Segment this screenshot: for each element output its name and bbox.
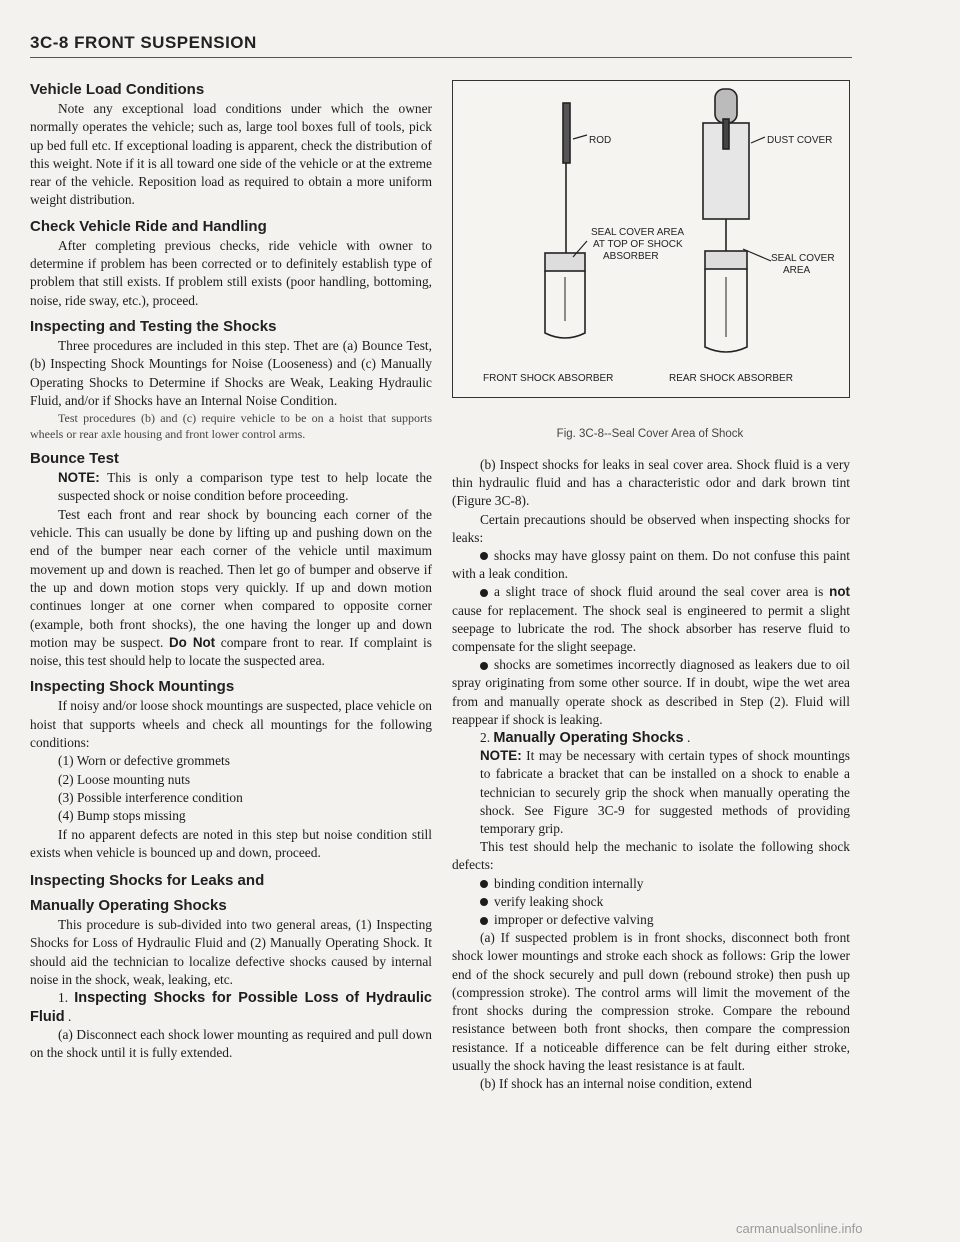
defect-item — [452, 893, 850, 911]
heading-inspecting-testing: Inspecting and Testing the Shocks — [30, 317, 277, 335]
step1-line — [30, 989, 432, 1026]
bounce-note — [30, 469, 432, 506]
heading-ride-handling: Check Vehicle Ride and Handling — [30, 217, 267, 235]
note-label: NOTE: — [58, 470, 100, 486]
do-not-label: Do Not — [168, 634, 216, 650]
bullet-trace-b: cause for replacement. The shock seal is engineered to permit a slight seepage to lubricate the rod. The shock absorber has reserve fluid to compensate for the slight seepage. — [452, 602, 850, 655]
step1-a: (a) Disconnect each shock lower mounting as required and pull down on the shock until it is fully extended. — [30, 1026, 432, 1061]
defect-text: binding condition internally — [494, 875, 644, 891]
bounce-body-a: Test each front and rear shock by bouncing each corner of the vehicle. This can usually be done by lifting up and pushing down on the end of the bumper near each corner of the vehicle until maximum movement up and down is reached. Then let go of bumper and observe if the up and down motion stops very quickly. If up and down motion continues longer at one corner when compared to opposite corner (example, both front shocks), the one having the longer up and down motion may be suspect. — [30, 506, 432, 650]
heading-leaks-1: Inspecting Shocks for Leaks and — [30, 872, 265, 890]
note-label: NOTE: — [480, 748, 522, 764]
heading-shock-mountings: Inspecting Shock Mountings — [30, 678, 235, 696]
mountings-after: If no apparent defects are noted in this step but noise condition still exists when vehicle is bounced up and down, proceed. — [30, 826, 432, 860]
front-shock-drawing — [545, 103, 585, 338]
step2-line — [452, 729, 850, 747]
mountings-item: (1) Worn or defective grommets — [58, 753, 230, 769]
bullet-icon — [480, 898, 488, 906]
not-label: not — [829, 584, 850, 600]
label-seal-cover-1: SEAL COVER — [771, 253, 835, 264]
label-rod: ROD — [589, 135, 612, 146]
defect-text: improper or defective valving — [494, 912, 654, 928]
defect-item — [452, 875, 850, 893]
step2-num: 2. — [480, 730, 491, 746]
bounce-body — [30, 506, 432, 671]
step2-title: Manually Operating Shocks — [493, 730, 684, 747]
bullet-glossy-text: shocks may have glossy paint on them. Do not confuse this paint with a leak condition. — [452, 548, 850, 582]
leaks-body: This procedure is sub-divided into two general areas, (1) Inspecting Shocks for Loss of Hydraulic Fluid and (2) Manually Operating Shock. It should aid the technician to localize defective shocks caused by internal noise in the shock, weak, leaking, etc. — [30, 917, 432, 987]
ride-body: After completing previous checks, ride vehicle with owner to determine if problem has been corrected or to definitely establish type of problem that still exists. If problem still exists (poor handling, bottoming, noise, ride sway, etc.), proceed. — [30, 237, 432, 308]
bullet-glossy — [452, 547, 850, 583]
bullet-icon — [480, 589, 488, 597]
mountings-body: If noisy and/or loose shock mountings are suspected, place vehicle on hoist that supports wheels and check all mountings for the following conditions: — [30, 698, 432, 751]
label-seal-cover-top-1: SEAL COVER AREA — [591, 227, 684, 238]
step2-end: . — [686, 730, 691, 746]
bullet-icon — [480, 662, 488, 670]
step1-title: Inspecting Shocks for Possible Loss of Hydraulic Fluid — [30, 990, 432, 1025]
mountings-item: (4) Bump stops missing — [58, 808, 186, 824]
mountings-item: (3) Possible interference condition — [58, 789, 243, 805]
label-rear-shock: REAR SHOCK ABSORBER — [669, 373, 793, 384]
bounce-body-b: compare front to rear. If complaint is noise, this test should help to locate the suspected area. — [30, 634, 432, 669]
heading-leaks-2: Manually Operating Shocks — [30, 897, 227, 915]
bullet-icon — [480, 917, 488, 925]
step1-num: 1. — [58, 990, 69, 1006]
step2-note-text: It may be necessary with certain types of shock mountings to fabricate a bracket that can be installed on a shock to enable a technician to securely grip the shock when manually operating the shock. See Figure 3C-9 for suggested methods of providing temporary grip. — [480, 748, 850, 837]
bounce-note-text: This is only a comparison type test to help locate the suspected shock or noise condition before proceeding. — [58, 470, 433, 504]
mountings-item: (2) Loose mounting nuts — [58, 771, 191, 787]
inspecting-small-note: Test procedures (b) and (c) require vehicle to be on a hoist that supports wheels or rear axle housing and front lower control arms. — [30, 411, 432, 442]
watermark: carmanualsonline.info — [736, 1221, 863, 1236]
heading-vehicle-load: Vehicle Load Conditions — [30, 81, 205, 98]
bullet-icon — [480, 880, 488, 888]
bullet-trace-a: a slight trace of shock fluid around the seal cover area is — [494, 584, 824, 600]
right-column — [452, 456, 850, 1093]
bullet-diagnosed-text: shocks are sometimes incorrectly diagnosed as leakers due to oil spray originating from some other source. If in doubt, wipe the wet area from and manually operate shock as described in Step (2). Fluid will reappear if shock is leaking. — [452, 657, 850, 727]
b-inspect: (b) Inspect shocks for leaks in seal cover area. Shock fluid is a very thin hydraulic fluid and has a characteristic odor and dark brown tint (Figure 3C-8). — [452, 457, 850, 509]
inspecting-body: Three procedures are included in this step. Thet are (a) Bounce Test, (b) Inspecting Shock Mountings for Noise (Looseness) and (c) Manually Operating Shocks to Determine if Shocks are Weak, Leaking Hydraulic Fluid, and/or if Shocks have an Internal Noise Condition. — [30, 337, 432, 408]
shock-figure — [452, 80, 850, 398]
bullet-trace — [452, 583, 850, 656]
figure-caption: Fig. 3C-8--Seal Cover Area of Shock — [556, 428, 744, 440]
bullet-diagnosed — [452, 656, 850, 729]
label-seal-cover-2: AREA — [783, 265, 811, 276]
bullet-icon — [480, 552, 488, 560]
defect-item — [452, 911, 850, 929]
a-front: (a) If suspected problem is in front shocks, disconnect both front shock lower mountings and stroke each shock as follows: Grip the lower end of the shock securely and pull down (rebound stroke) then push up (compression stroke). The control arms will limit the movement of the front shocks during the compression stroke. Compare the rebound resistance between both front shocks, then compare the compression resistance. If a noticeable difference can be felt during either stroke, usually the shock having the least resistance is at fault. — [452, 930, 850, 1073]
page-header: 3C-8 FRONT SUSPENSION — [30, 33, 257, 52]
label-dust-cover: DUST COVER — [767, 135, 833, 146]
step2-note — [452, 747, 850, 838]
label-front-shock: FRONT SHOCK ABSORBER — [483, 373, 614, 384]
label-seal-cover-top-3: ABSORBER — [603, 251, 659, 262]
precautions: Certain precautions should be observed when inspecting shocks for leaks: — [452, 511, 850, 545]
label-seal-cover-top-2: AT TOP OF SHOCK — [593, 239, 683, 250]
defect-text: verify leaking shock — [494, 893, 604, 909]
heading-bounce-test: Bounce Test — [30, 450, 119, 468]
header-rule — [30, 57, 852, 58]
shock-absorber-diagram — [453, 81, 849, 397]
test-help: This test should help the mechanic to isolate the following shock defects: — [452, 839, 850, 873]
vehicle-load-body: Note any exceptional load conditions under which the owner normally operates the vehicle; such as, large tool boxes full of tools, pick up bed full etc. If exceptional loading is apparent, check the distribution of this weight. Note if it is all toward one side of the vehicle or at the extreme rear of the vehicle. Reposition load as required to obtain a more uniform weight distribution. — [30, 101, 432, 208]
step1-end: . — [68, 1008, 72, 1024]
left-column — [30, 76, 432, 1062]
rear-shock-drawing — [703, 89, 749, 352]
b-internal: (b) If shock has an internal noise condition, extend — [480, 1075, 752, 1091]
